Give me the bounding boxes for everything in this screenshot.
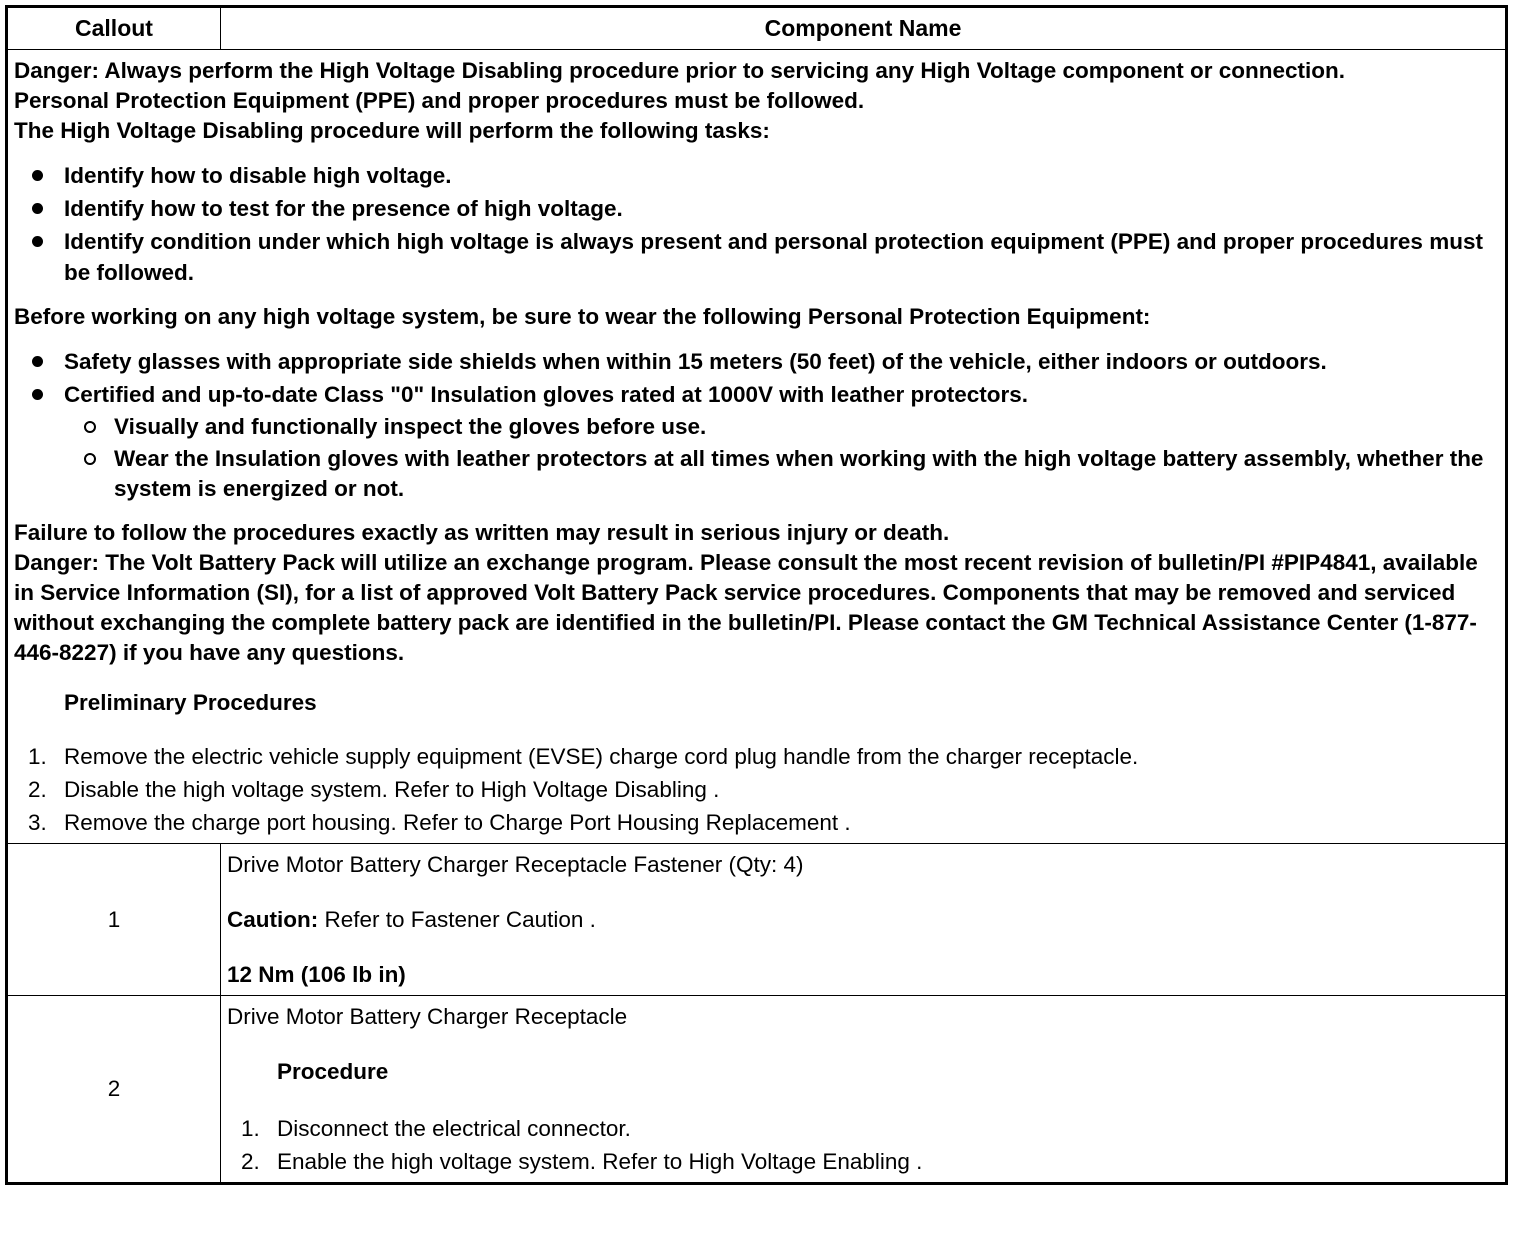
list-item [227,1145,1499,1178]
component-block [221,844,1505,994]
list-item [14,379,1499,504]
preliminary-steps [14,740,1499,839]
step-text: Remove the charge port housing. Refer to Charge Port Housing Replacement . [64,810,851,835]
component-name: Drive Motor Battery Charger Receptacle Fastener (Qty: 4) [227,852,804,877]
callout-number: 1 [7,844,221,996]
list-item: Wear the Insulation gloves with leather protectors at all times when working with the high voltage battery assembly, whether the system is energized or not. [64,444,1499,504]
intro-block [8,50,1505,672]
intro-row [7,50,1507,844]
tasks-intro-text: The High Voltage Disabling procedure will perform the following tasks: [14,118,770,143]
table-row [7,844,1507,996]
step-text: Disconnect the electrical connector. [277,1116,631,1141]
caution-label: Caution: [227,907,319,932]
component-cell [221,996,1507,1184]
table-row [7,996,1507,1184]
list-item [227,1112,1499,1145]
tasks-list [14,160,1499,288]
list-item: Identify condition under which high voltage is always present and personal protection equipment (PPE) and proper procedures must be followed. [14,226,1499,288]
gloves-sublist [64,412,1499,504]
caution-text: Refer to Fastener Caution . [318,907,596,932]
step-number: 1. [28,744,47,769]
callout-header: Callout [7,7,221,50]
ppe-requirement-text: Personal Protection Equipment (PPE) and proper procedures must be followed. [14,88,865,113]
step-number: 3. [28,810,47,835]
failure-warning-text: Failure to follow the procedures exactly as written may result in serious injury or death. [14,520,950,545]
step-number: 2. [28,777,47,802]
preliminary-block [8,688,1505,843]
step-text: Disable the high voltage system. Refer to High Voltage Disabling . [64,777,720,802]
list-item [14,740,1499,773]
step-text: Remove the electric vehicle supply equipment (EVSE) charge cord plug handle from the charger receptacle. [64,744,1139,769]
preliminary-procedures-title: Preliminary Procedures [64,690,317,715]
callout-number: 2 [7,996,221,1184]
component-cell [221,844,1507,996]
intro-cell [7,50,1507,844]
list-item [14,806,1499,839]
component-name-header: Component Name [221,7,1507,50]
list-item: Visually and functionally inspect the gloves before use. [64,412,1499,442]
component-block [221,996,1505,1182]
gloves-item-text: Certified and up-to-date Class "0" Insulation gloves rated at 1000V with leather protectors. [64,382,1029,407]
ppe-list [14,346,1499,504]
before-working-text: Before working on any high voltage system, be sure to wear the following Personal Protection Equipment: [14,304,1151,329]
danger-exchange-text: Danger: The Volt Battery Pack will utilize an exchange program. Please consult the most recent revision of bulletin/PI #PIP4841, available in Service Information (SI), for a list of approved Volt Battery Pack service procedures. Components that may be removed and serviced without exchanging the complete battery pack are identified in the bulletin/PI. Please contact the GM Technical Assistance Center (1-877-446-8227) if you have any questions. [14,550,1478,665]
danger-disable-text: Danger: Always perform the High Voltage Disabling procedure prior to servicing any High Voltage component or connection. [14,58,1346,83]
torque-spec: 12 Nm (106 lb in) [227,962,406,987]
table-header-row [7,7,1507,50]
list-item: Safety glasses with appropriate side shields when within 15 meters (50 feet) of the vehicle, either indoors or outdoors. [14,346,1499,377]
step-number: 2. [241,1149,260,1174]
procedure-title: Procedure [277,1059,389,1084]
list-item [14,773,1499,806]
step-number: 1. [241,1116,260,1141]
list-item: Identify how to test for the presence of high voltage. [14,193,1499,224]
step-text: Enable the high voltage system. Refer to High Voltage Enabling . [277,1149,923,1174]
component-name: Drive Motor Battery Charger Receptacle [227,1004,628,1029]
component-table [5,5,1508,1185]
caution-line [227,905,1499,935]
procedure-steps [227,1112,1499,1178]
list-item: Identify how to disable high voltage. [14,160,1499,191]
